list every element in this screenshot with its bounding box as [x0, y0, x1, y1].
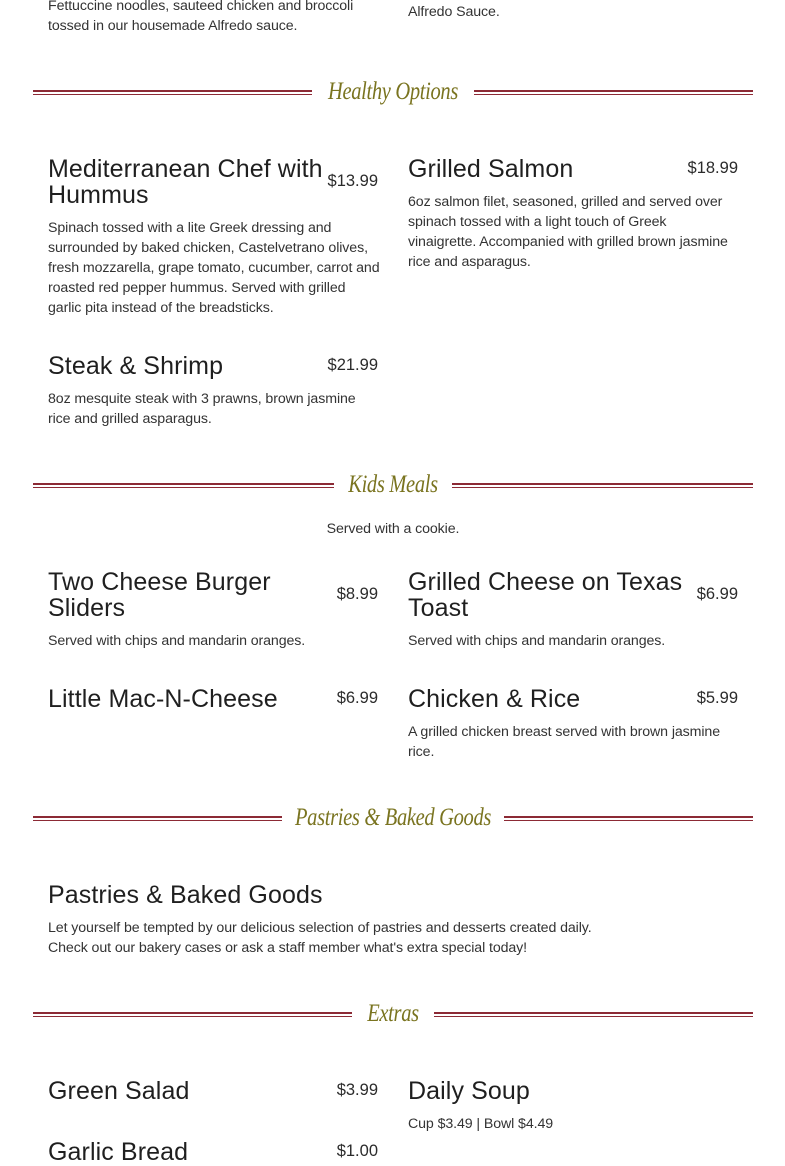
menu-item-description: 6oz salmon filet, seasoned, grilled and served over spinach tossed with a light touch of Greek vinaigrette. Accompanied with grilled brown jasmine rice and asparagus. — [408, 194, 728, 270]
menu-item-name: Chicken & Rice — [408, 685, 581, 713]
menu-item-name: Little Mac-N-Cheese — [48, 685, 278, 713]
menu-item-name: Steak & Shrimp — [48, 352, 224, 380]
menu-item-price: $18.99 — [687, 159, 738, 177]
menu-item-name: Pastries & Baked Goods — [48, 881, 323, 909]
section-heading-extras — [33, 994, 753, 1034]
section-heading-kids-meals — [33, 465, 753, 505]
menu-item-price: $6.99 — [696, 585, 738, 603]
section-title: Extras — [367, 1000, 419, 1027]
menu-item-name: Mediterranean Chef with Hummus — [48, 155, 323, 209]
menu-item-name: Green Salad — [48, 1077, 190, 1105]
menu-item-name: Grilled Cheese on Texas Toast — [408, 568, 683, 622]
section-heading-healthy-options — [33, 72, 753, 112]
menu-item-price: $3.99 — [336, 1081, 378, 1099]
menu-item-name: Daily Soup — [408, 1077, 530, 1105]
section-title: Pastries & Baked Goods — [294, 804, 492, 831]
menu-item-description: 8oz mesquite steak with 3 prawns, brown jasmine rice and grilled asparagus. — [48, 391, 356, 427]
menu-item-price: $8.99 — [336, 585, 378, 603]
menu-item-price: $13.99 — [327, 172, 378, 190]
menu-item-price: $1.00 — [336, 1142, 378, 1160]
menu-item-description: A grilled chicken breast served with brown jasmine rice. — [408, 724, 721, 760]
menu-item-price: $21.99 — [327, 356, 378, 374]
section-heading-pastries — [33, 798, 753, 838]
menu-item-price: $6.99 — [336, 689, 378, 707]
menu-item-name: Garlic Bread — [48, 1138, 189, 1166]
menu-item-description: Served with chips and mandarin oranges. — [408, 633, 666, 649]
fettuccine-description: Fettuccine noodles, sauteed chicken and broccoli tossed in our housemade Alfredo sauce. — [48, 0, 354, 34]
partial-item-description: Alfredo Sauce. — [408, 4, 500, 20]
menu-item-name: Two Cheese Burger Sliders — [48, 568, 271, 622]
menu-item-description: Let yourself be tempted by our delicious selection of pastries and desserts created daily. Check out our bakery cases or ask a staff member what's extra special today! — [48, 920, 592, 956]
menu-item-price: $5.99 — [696, 689, 738, 707]
menu-item-name: Grilled Salmon — [408, 155, 574, 183]
menu-item-description: Spinach tossed with a lite Greek dressing and surrounded by baked chicken, Castelvetrano olives, fresh mozzarella, grape tomato, cucumber, carrot and roasted red pepper hummus. Served with grilled garlic pita instead of the breadsticks. — [48, 220, 380, 316]
menu-item-description: Served with chips and mandarin oranges. — [48, 633, 306, 649]
menu-item-description: Cup $3.49 | Bowl $4.49 — [408, 1116, 554, 1132]
section-title: Healthy Options — [327, 78, 459, 105]
section-note: Served with a cookie. — [326, 521, 460, 537]
section-title: Kids Meals — [348, 471, 438, 498]
